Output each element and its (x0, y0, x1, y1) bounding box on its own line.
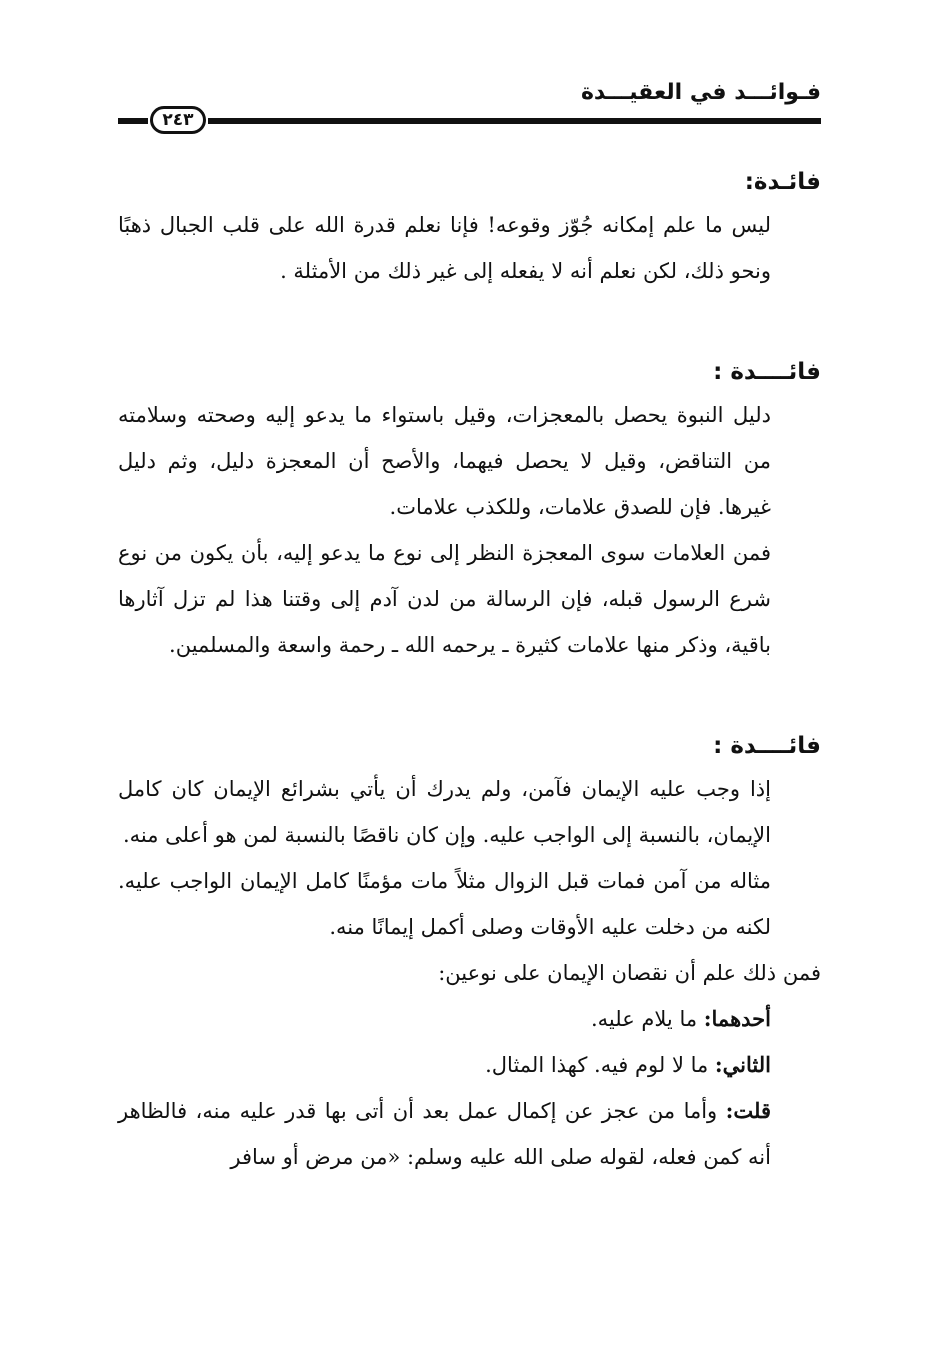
section-heading: فائــــدة : (713, 359, 821, 385)
paragraph: دليل النبوة يحصل بالمعجزات، وقيل باستواء ما يدعو إليه وصحته وسلامته من التناقض، وقيل لا يحصل فيهما، والأصح أن المعجزة دليل، وثم دليل غيرها. فإن للصدق علامات، وللكذب علامات. (118, 403, 771, 519)
section-1 (118, 162, 821, 294)
closing-paragraph (118, 1088, 821, 1180)
paragraph: إذا وجب عليه الإيمان فآمن، ولم يدرك أن يأتي بشرائع الإيمان كان كامل الإيمان، بالنسبة إلى الواجب عليه. وإن كان ناقصًا بالنسبة لمن هو أعلى منه. (118, 777, 771, 847)
paragraph: ليس ما علم إمكانه جُوّز وقوعه! فإنا نعلم قدرة الله على قلب الجبال ذهبًا ونحو ذلك، لكن نعلم أنه لا يفعله إلى غير ذلك من الأمثلة . (118, 213, 771, 283)
closing-lead: قلت: (725, 1098, 771, 1123)
page-header (118, 80, 821, 132)
list-item (118, 996, 821, 1042)
section-3 (118, 726, 821, 1180)
paragraph: فمن العلامات سوى المعجزة النظر إلى نوع ما يدعو إليه، بأن يكون من نوع شرع الرسول قبله، فإن الرسالة من لدن آدم إلى وقتنا هذا لم تزل آثارها باقية، وذكر منها علامات كثيرة ـ يرحمه الله ـ رحمة واسعة والمسلمين. (118, 541, 771, 657)
item-text: ما لا لوم فيه. كهذا المثال. (485, 1053, 715, 1077)
item-text: ما يلام عليه. (590, 1007, 704, 1031)
closing-text: وأما من عجز عن إكمال عمل بعد أن أتى بها قدر عليه منه، فالظاهر أنه كمن فعله، لقوله صلى الله عليه وسلم: «من مرض أو سافر (118, 1099, 771, 1169)
list-item (118, 1042, 821, 1088)
running-title: فـوائـــد في العقيـــدة (580, 80, 821, 105)
page-content (118, 162, 821, 1180)
item-lead: أحدهما: (703, 1006, 771, 1031)
section-heading: فائـدة: (744, 169, 821, 195)
section-2 (118, 352, 821, 668)
header-rule (208, 118, 821, 124)
intro-line: فمن ذلك علم أن نقصان الإيمان على نوعين: (438, 961, 821, 985)
header-rule-end (118, 118, 148, 124)
page-number-badge: ٢٤٣ (150, 106, 206, 134)
section-heading: فائــــدة : (713, 733, 821, 759)
item-lead: الثاني: (714, 1052, 771, 1077)
paragraph: مثاله من آمن فمات قبل الزوال مثلاً مات مؤمنًا كامل الإيمان الواجب عليه. لكنه من دخلت عليه الأوقات وصلى أكمل إيمانًا منه. (118, 869, 771, 939)
